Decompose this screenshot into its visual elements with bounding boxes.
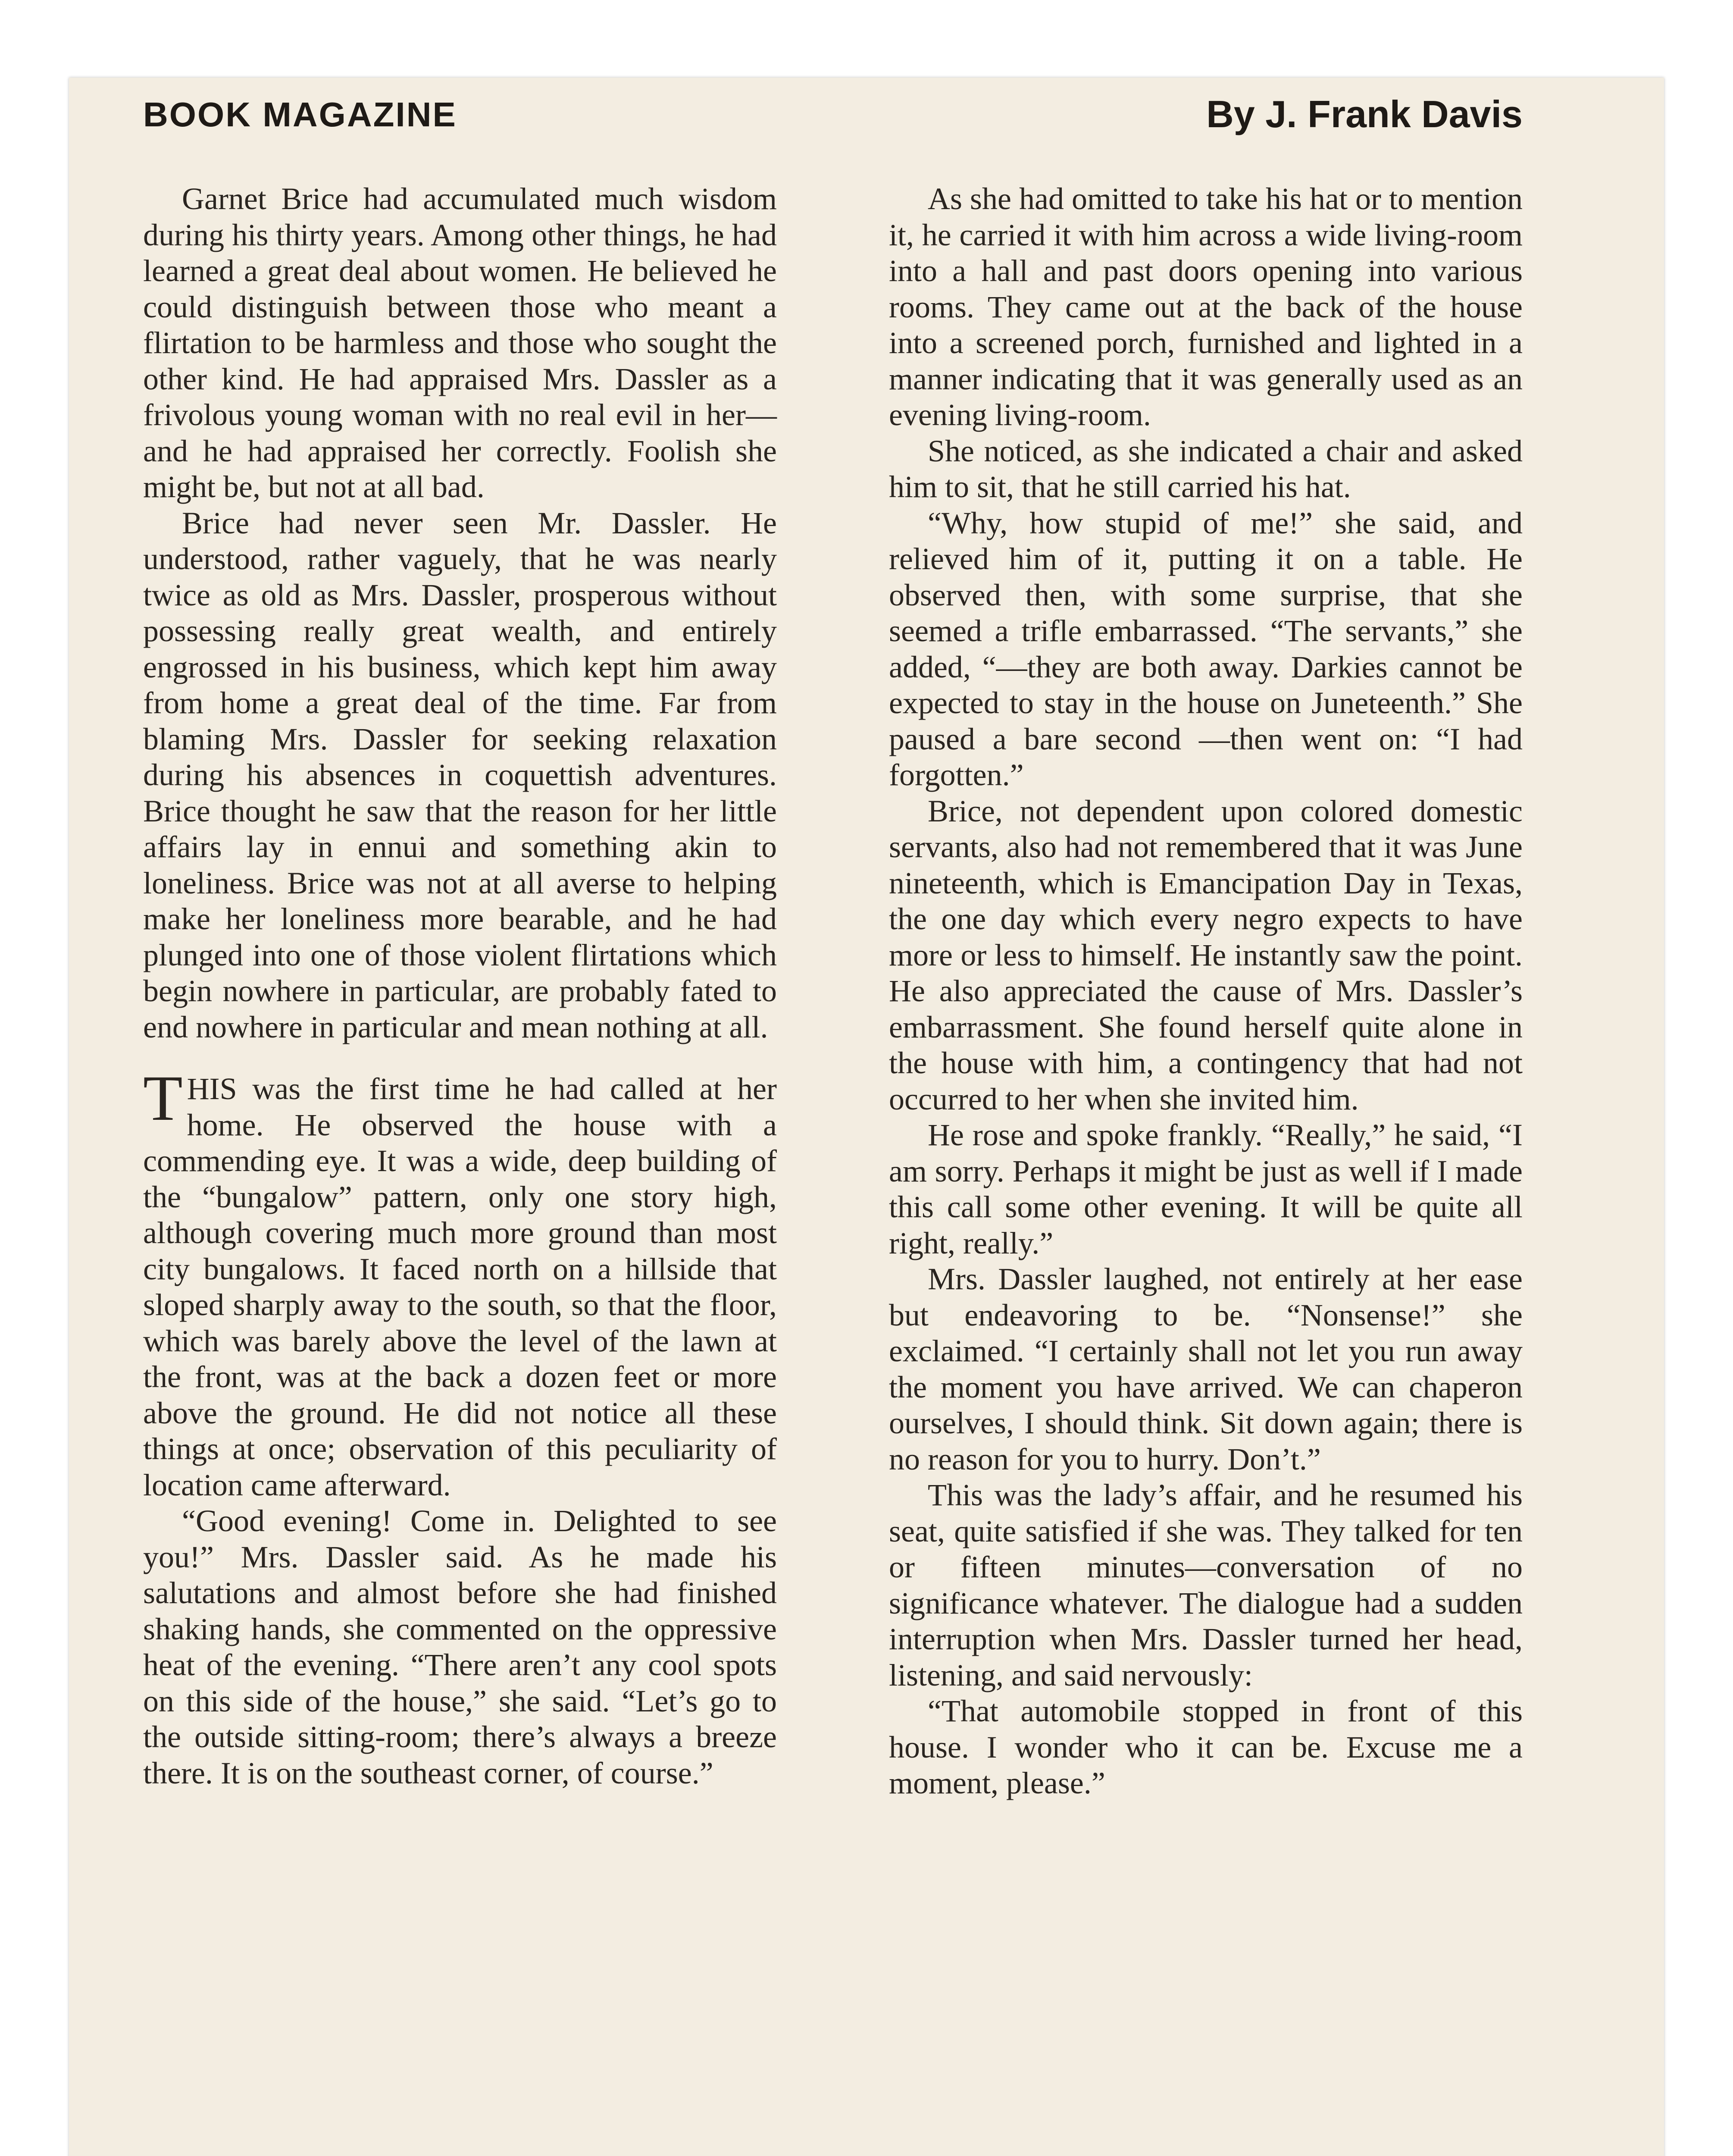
paragraph: As she had omitted to take his hat or to mention it, he carried it with him across a wide living-room into a hall and past doors opening into various rooms. They came out at the back of the house into a screened porch, furnished and lighted in a manner indicating that it was generally used as an evening living-room. (889, 182, 1523, 432)
author-byline: By J. Frank Davis (1206, 93, 1523, 135)
paragraph: Brice, not dependent upon colored domestic servants, also had not remembered that it was June nineteenth, which is Emancipation Day in Texas, the one day which every negro expects to have more or less to himself. He instantly saw the point. He also appreciated the cause of Mrs. Dassler’s embarrassment. She found herself quite alone in the house with him, a contingency that had not occurred to her when she invited him. (889, 793, 1523, 1116)
magazine-title: BOOK MAGAZINE (143, 95, 457, 134)
paragraph: He rose and spoke frankly. “Really,” he said, “I am sorry. Perhaps it might be just as well if I made this call some other evening. It will be quite all right, really.” (889, 1118, 1523, 1260)
paragraph: “That automobile stopped in front of this house. I wonder who it can be. Excuse me a moment, please.” (889, 1694, 1523, 1800)
paragraph: Garnet Brice had accumulated much wisdom during his thirty years. Among other things, he had learned a great deal about women. He believed he could distinguish between those who meant a flirtation to be harmless and those who sought the other kind. He had appraised Mrs. Dassler as a frivolous young woman with no real evil in her—and he had appraised her correctly. Foolish she might be, but not at all bad. (143, 182, 777, 504)
paragraph: She noticed, as she indicated a chair and asked him to sit, that he still carried his hat. (889, 433, 1523, 504)
paragraph: This was the lady’s affair, and he resumed his seat, quite satisfied if she was. They talked for ten or fifteen minutes—conversation of no significance whatever. The dialogue had a sudden interruption when Mrs. Dassler turned her head, listening, and said nervously: (889, 1478, 1523, 1692)
paragraph: “Why, how stupid of me!” she said, and relieved him of it, putting it on a table. He observed then, with some surprise, that she seemed a trifle embarrassed. “The servants,” she added, “—they are both away. Darkies cannot be expected to stay in the house on Juneteenth.” She paused a bare second —then went on: “I had forgotten.” (889, 505, 1523, 792)
left-column (143, 181, 777, 1791)
paragraph: Mrs. Dassler laughed, not entirely at her ease but endeavoring to be. “Nonsense!” she exclaimed. “I certainly shall not let you run away the moment you have arrived. We can chaperon ourselves, I should think. Sit down again; there is no reason for you to hurry. Don’t.” (889, 1262, 1523, 1476)
paragraph-dropcap (143, 1062, 777, 1503)
drop-cap: T (143, 1062, 183, 1134)
page-header (143, 86, 1523, 172)
paragraph-text: HIS was the first time he had called at her home. He observed the house with a commending eye. It was a wide, deep building of the “bungalow” pattern, only one story high, although covering much more ground than most city bungalows. It faced north on a hillside that sloped sharply away to the south, so that the floor, which was barely above the level of the lawn at the front, was at the back a dozen feet or more above the ground. He did not notice all these things at once; observation of this peculiarity of location came afterward. (143, 1072, 777, 1502)
right-column (889, 181, 1523, 1802)
paragraph: “Good evening! Come in. Delighted to see you!” Mrs. Dassler said. As he made his salutations and almost before she had finished shaking hands, she commented on the oppressive heat of the evening. “There aren’t any cool spots on this side of the house,” she said. “Let’s go to the outside sitting-room; there’s always a breeze there. It is on the southeast corner, of course.” (143, 1504, 777, 1790)
paragraph: Brice had never seen Mr. Dassler. He understood, rather vaguely, that he was nearly twice as old as Mrs. Dassler, prosperous without possessing really great wealth, and entirely engrossed in his business, which kept him away from home a great deal of the time. Far from blaming Mrs. Dassler for seeking relaxation during his absences in coquettish adventures. Brice thought he saw that the reason for her little affairs lay in ennui and something akin to loneliness. Brice was not at all averse to helping make her loneliness more bearable, and he had plunged into one of those violent flirtations which begin nowhere in particular, are probably fated to end nowhere in particular and mean nothing at all. (143, 505, 777, 1044)
